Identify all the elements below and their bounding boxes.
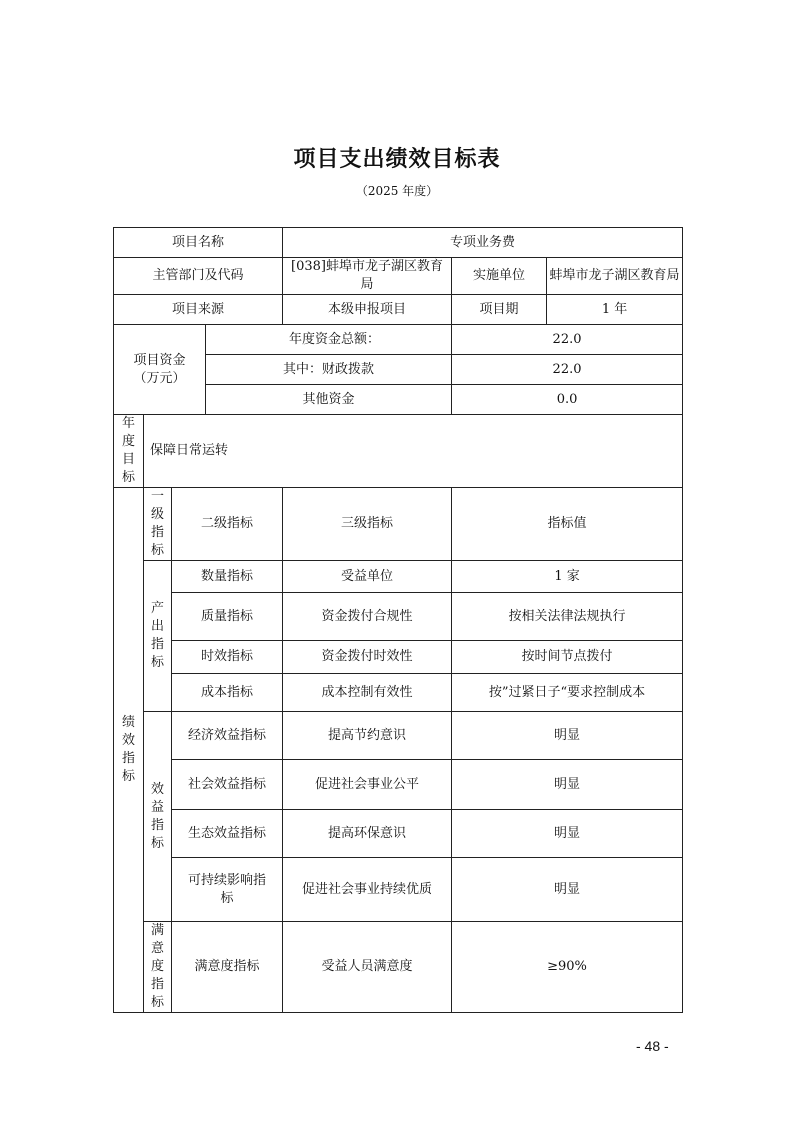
table-row — [114, 922, 683, 1013]
output-value: 按相关法律法规执行 — [452, 593, 683, 641]
table-row — [114, 561, 683, 593]
benefit-level2: 经济效益指标 — [172, 712, 283, 760]
funds-label: 项目资金（万元） — [114, 325, 206, 415]
header-level2: 二级指标 — [172, 488, 283, 561]
benefit-level3: 促进社会事业公平 — [283, 760, 452, 810]
satisfaction-level2: 满意度指标 — [172, 922, 283, 1013]
satisfaction-indicators-label: 满意度指标 — [144, 922, 172, 1013]
row-project-name — [114, 228, 683, 258]
funds-total-value: 22.0 — [452, 325, 683, 355]
annual-goal-label: 年度目标 — [114, 415, 144, 488]
benefit-indicators-label: 效益指标 — [144, 712, 172, 922]
funds-total-label: 年度资金总额： — [206, 325, 452, 355]
header-level1: 一级指标 — [144, 488, 172, 561]
benefit-value: 明显 — [452, 858, 683, 922]
implementing-unit-value: 蚌埠市龙子湖区教育局 — [547, 258, 683, 295]
output-level3: 资金拨付时效性 — [283, 641, 452, 674]
benefit-level3: 提高节约意识 — [283, 712, 452, 760]
project-period-label: 项目期 — [452, 295, 547, 325]
header-value: 指标值 — [452, 488, 683, 561]
output-indicators-label: 产出指标 — [144, 561, 172, 712]
project-period-value: 1 年 — [547, 295, 683, 325]
benefit-level2: 可持续影响指标 — [172, 858, 283, 922]
satisfaction-value: ≥90% — [452, 922, 683, 1013]
table-row — [114, 593, 683, 641]
benefit-level3: 提高环保意识 — [283, 810, 452, 858]
output-level2: 质量指标 — [172, 593, 283, 641]
funds-fiscal-label: 其中：财政拨款 — [206, 355, 452, 385]
funds-other-value: 0.0 — [452, 385, 683, 415]
benefit-level3: 促进社会事业持续优质 — [283, 858, 452, 922]
row-department — [114, 258, 683, 295]
page-number: - 48 - — [636, 1038, 669, 1054]
benefit-value: 明显 — [452, 760, 683, 810]
performance-table — [113, 227, 683, 1013]
header-level3: 三级指标 — [283, 488, 452, 561]
funds-other-label: 其他资金 — [206, 385, 452, 415]
row-funds-total — [114, 325, 683, 355]
table-row — [114, 674, 683, 712]
output-level3: 受益单位 — [283, 561, 452, 593]
output-value: 1 家 — [452, 561, 683, 593]
project-name-label: 项目名称 — [114, 228, 283, 258]
benefit-value: 明显 — [452, 712, 683, 760]
row-indicator-header — [114, 488, 683, 561]
implementing-unit-label: 实施单位 — [452, 258, 547, 295]
indicators-label: 绩效指标 — [114, 488, 144, 1013]
page-title: 项目支出绩效目标表 — [293, 147, 501, 172]
table-row — [114, 712, 683, 760]
benefit-value: 明显 — [452, 810, 683, 858]
table-row — [114, 760, 683, 810]
table-row — [114, 641, 683, 674]
output-level3: 资金拨付合规性 — [283, 593, 452, 641]
output-level2: 时效指标 — [172, 641, 283, 674]
satisfaction-level3: 受益人员满意度 — [283, 922, 452, 1013]
output-value: 按时间节点拨付 — [452, 641, 683, 674]
table-row — [114, 810, 683, 858]
benefit-level2: 生态效益指标 — [172, 810, 283, 858]
project-name-value: 专项业务费 — [283, 228, 683, 258]
department-value: [038]蚌埠市龙子湖区教育局 — [283, 258, 452, 295]
funds-fiscal-value: 22.0 — [452, 355, 683, 385]
row-annual-goal — [114, 415, 683, 488]
benefit-level2: 社会效益指标 — [172, 760, 283, 810]
table-row — [114, 858, 683, 922]
output-level2: 成本指标 — [172, 674, 283, 712]
page-subtitle: （2025 年度） — [355, 184, 439, 198]
department-label: 主管部门及代码 — [114, 258, 283, 295]
row-source — [114, 295, 683, 325]
output-value: 按”过紧日子“要求控制成本 — [452, 674, 683, 712]
output-level3: 成本控制有效性 — [283, 674, 452, 712]
project-source-value: 本级申报项目 — [283, 295, 452, 325]
project-source-label: 项目来源 — [114, 295, 283, 325]
output-level2: 数量指标 — [172, 561, 283, 593]
annual-goal-value: 保障日常运转 — [144, 415, 683, 488]
